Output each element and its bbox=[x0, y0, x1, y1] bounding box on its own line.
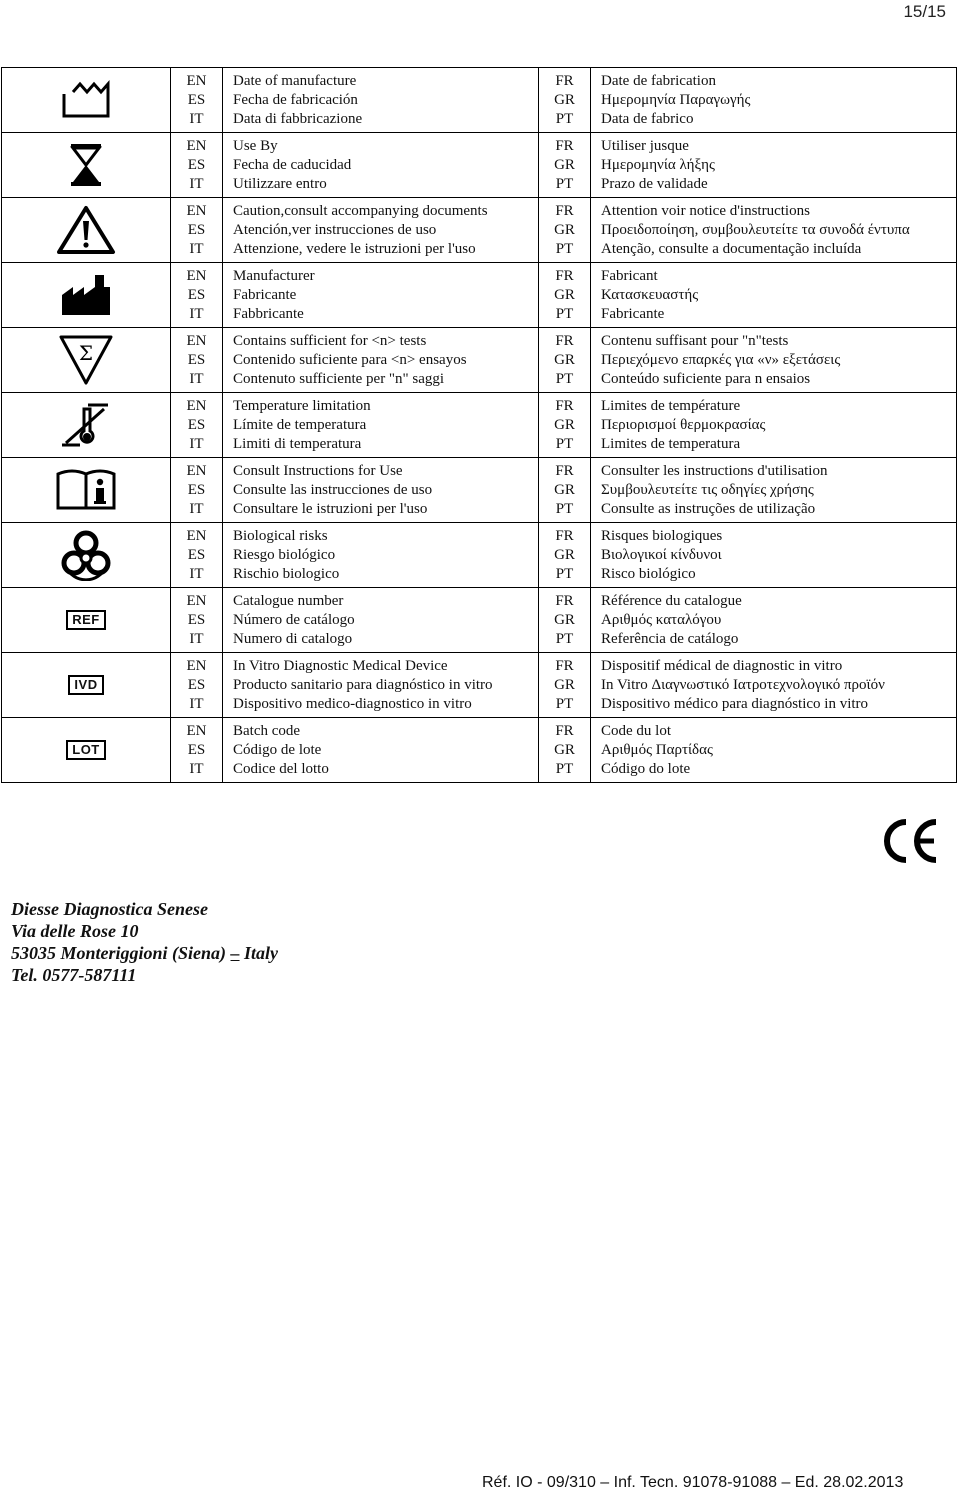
translation-text: Fecha de fabricación bbox=[233, 92, 358, 108]
language-code: IT bbox=[189, 761, 204, 777]
language-code: ES bbox=[187, 482, 206, 498]
language-code: EN bbox=[186, 398, 207, 414]
translation-text: Code du lot bbox=[601, 723, 671, 739]
language-code: PT bbox=[555, 696, 574, 712]
table-row bbox=[2, 263, 957, 328]
language-code: FR bbox=[555, 398, 574, 414]
language-code: ES bbox=[187, 547, 206, 563]
consult-instructions-book-icon bbox=[2, 458, 170, 522]
language-code: ES bbox=[187, 742, 206, 758]
language-code: PT bbox=[555, 631, 574, 647]
language-codes-left bbox=[171, 718, 223, 783]
translation-text: Temperature limitation bbox=[233, 398, 371, 414]
translation-text: Catalogue number bbox=[233, 593, 344, 609]
language-code: GR bbox=[554, 482, 575, 498]
table-row bbox=[2, 393, 957, 458]
language-codes-right bbox=[539, 263, 591, 328]
translations-left bbox=[223, 458, 539, 523]
translation-text: Consult Instructions for Use bbox=[233, 463, 403, 479]
footer-reference: Réf. IO - 09/310 – Inf. Tecn. 91078-91088 – Ed. 28.02.2013 bbox=[482, 1474, 904, 1491]
language-code: IT bbox=[189, 501, 204, 517]
table-row bbox=[2, 523, 957, 588]
translation-text: Data di fabbricazione bbox=[233, 111, 363, 127]
symbol-cell bbox=[2, 328, 171, 393]
biohazard-icon bbox=[2, 523, 170, 587]
language-code: ES bbox=[187, 352, 206, 368]
language-codes-right bbox=[539, 718, 591, 783]
table-row bbox=[2, 198, 957, 263]
translations-right bbox=[591, 263, 957, 328]
translation-text: Fabricant bbox=[601, 268, 658, 284]
language-code: PT bbox=[555, 306, 574, 322]
language-code: FR bbox=[555, 333, 574, 349]
language-codes-left bbox=[171, 133, 223, 198]
translations-right bbox=[591, 718, 957, 783]
language-codes-left bbox=[171, 458, 223, 523]
language-code: GR bbox=[554, 417, 575, 433]
sigma-sufficient-icon bbox=[2, 328, 170, 392]
language-code: EN bbox=[186, 463, 207, 479]
language-code: ES bbox=[187, 222, 206, 238]
language-code: PT bbox=[555, 501, 574, 517]
language-codes-right bbox=[539, 588, 591, 653]
language-code: PT bbox=[555, 111, 574, 127]
language-code: EN bbox=[186, 658, 207, 674]
caution-triangle-icon bbox=[2, 198, 170, 262]
language-code: PT bbox=[555, 761, 574, 777]
translation-text: Συμβουλευτείτε τις οδηγίες χρήσης bbox=[601, 482, 814, 498]
table-row bbox=[2, 328, 957, 393]
language-code: ES bbox=[187, 417, 206, 433]
translations-left bbox=[223, 263, 539, 328]
language-codes-right bbox=[539, 523, 591, 588]
translation-text: Ημερομηνία Παραγωγής bbox=[601, 92, 751, 108]
translation-text: Limiti di temperatura bbox=[233, 436, 362, 452]
translations-right bbox=[591, 198, 957, 263]
language-codes-right bbox=[539, 328, 591, 393]
translation-text: Περιορισμοί θερμοκρασίας bbox=[601, 417, 766, 433]
page-number: 15/15 bbox=[903, 2, 946, 21]
translation-text: Référence du catalogue bbox=[601, 593, 742, 609]
language-code: FR bbox=[555, 138, 574, 154]
language-code: PT bbox=[555, 371, 574, 387]
translation-text: Dispositif médical de diagnostic in vitro bbox=[601, 658, 843, 674]
symbol-cell bbox=[2, 393, 171, 458]
language-code: FR bbox=[555, 73, 574, 89]
symbol-cell bbox=[2, 523, 171, 588]
language-code: FR bbox=[555, 268, 574, 284]
translation-text: Biological risks bbox=[233, 528, 328, 544]
translation-text: Utiliser jusque bbox=[601, 138, 689, 154]
language-code: GR bbox=[554, 222, 575, 238]
translations-left bbox=[223, 133, 539, 198]
translation-text: Βιολογικοί κίνδυνοι bbox=[601, 547, 722, 563]
translations-right bbox=[591, 458, 957, 523]
language-codes-left bbox=[171, 328, 223, 393]
translation-text: Prazo de validade bbox=[601, 176, 708, 192]
translation-text: Dispositivo medico-diagnostico in vitro bbox=[233, 696, 472, 712]
city-line: 53035 Monteriggioni (Siena) – Italy bbox=[11, 943, 279, 963]
translations-left bbox=[223, 198, 539, 263]
translation-text: Conteúdo suficiente para n ensaios bbox=[601, 371, 811, 387]
translation-text: Data de fabrico bbox=[601, 111, 694, 127]
translations-left bbox=[223, 393, 539, 458]
translation-text: Attenzione, vedere le istruzioni per l'uso bbox=[233, 241, 476, 257]
translations-left bbox=[223, 718, 539, 783]
translation-text: Referência de catálogo bbox=[601, 631, 739, 647]
language-codes-left bbox=[171, 68, 223, 133]
translation-text: Προειδοποίηση, συμβουλευτείτε τα συνοδά έντυπα bbox=[601, 222, 910, 238]
language-code: FR bbox=[555, 723, 574, 739]
language-code: IT bbox=[189, 176, 204, 192]
translations-right bbox=[591, 523, 957, 588]
translations-left bbox=[223, 588, 539, 653]
translation-text: Numero di catalogo bbox=[233, 631, 353, 647]
translations-right bbox=[591, 588, 957, 653]
symbol-cell bbox=[2, 653, 171, 718]
symbol-cell bbox=[2, 588, 171, 653]
symbol-label: REF bbox=[66, 610, 106, 630]
language-codes-right bbox=[539, 68, 591, 133]
language-codes-left bbox=[171, 263, 223, 328]
symbols-table bbox=[1, 67, 957, 783]
language-code: FR bbox=[555, 658, 574, 674]
symbol-cell bbox=[2, 458, 171, 523]
translation-text: Fabricante bbox=[601, 306, 665, 322]
street-address: Via delle Rose 10 bbox=[11, 921, 139, 941]
translations-left bbox=[223, 523, 539, 588]
language-codes-right bbox=[539, 133, 591, 198]
symbol-cell bbox=[2, 718, 171, 783]
language-code: EN bbox=[186, 723, 207, 739]
language-code: FR bbox=[555, 463, 574, 479]
ref-label-icon bbox=[2, 588, 170, 652]
language-codes-left bbox=[171, 653, 223, 718]
table-row bbox=[2, 133, 957, 198]
symbol-label: IVD bbox=[68, 675, 103, 695]
language-code: EN bbox=[186, 203, 207, 219]
language-code: IT bbox=[189, 436, 204, 452]
language-code: IT bbox=[189, 566, 204, 582]
translation-text: Atenção, consulte a documentação incluída bbox=[601, 241, 862, 257]
translation-text: Ημερομηνία λήξης bbox=[601, 157, 715, 173]
translation-text: Codice del lotto bbox=[233, 761, 329, 777]
language-code: IT bbox=[189, 241, 204, 257]
translation-text: Αριθμός Παρτίδας bbox=[601, 742, 713, 758]
language-code: FR bbox=[555, 203, 574, 219]
language-code: FR bbox=[555, 528, 574, 544]
language-code: PT bbox=[555, 566, 574, 582]
translation-text: Fecha de caducidad bbox=[233, 157, 352, 173]
language-code: IT bbox=[189, 631, 204, 647]
symbol-cell bbox=[2, 68, 171, 133]
translation-text: Limites de température bbox=[601, 398, 741, 414]
translation-text: Atención,ver instrucciones de uso bbox=[233, 222, 437, 238]
language-codes-left bbox=[171, 588, 223, 653]
language-code: GR bbox=[554, 287, 575, 303]
translation-text: Attention voir notice d'instructions bbox=[601, 203, 810, 219]
language-code: EN bbox=[186, 333, 207, 349]
ce-mark-icon bbox=[880, 818, 940, 864]
language-code: GR bbox=[554, 92, 575, 108]
ivd-label-icon bbox=[2, 653, 170, 717]
company-name: Diesse Diagnostica Senese bbox=[11, 899, 208, 919]
language-code: IT bbox=[189, 111, 204, 127]
language-code: ES bbox=[187, 157, 206, 173]
translations-right bbox=[591, 393, 957, 458]
language-code: PT bbox=[555, 436, 574, 452]
manufacturer-factory-icon bbox=[2, 263, 170, 327]
translations-right bbox=[591, 653, 957, 718]
translations-right bbox=[591, 133, 957, 198]
symbol-cell bbox=[2, 133, 171, 198]
language-code: GR bbox=[554, 612, 575, 628]
language-codes-right bbox=[539, 653, 591, 718]
language-code: EN bbox=[186, 593, 207, 609]
language-codes-right bbox=[539, 198, 591, 263]
table-row bbox=[2, 68, 957, 133]
phone-number: Tel. 0577-587111 bbox=[11, 965, 137, 985]
language-code: FR bbox=[555, 593, 574, 609]
language-code: EN bbox=[186, 268, 207, 284]
language-codes-left bbox=[171, 523, 223, 588]
translation-text: Código do lote bbox=[601, 761, 691, 777]
translation-text: Contains sufficient for <n> tests bbox=[233, 333, 427, 349]
lot-label-icon bbox=[2, 718, 170, 782]
hourglass-icon bbox=[2, 133, 170, 197]
translation-text: Date of manufacture bbox=[233, 73, 357, 89]
translation-text: Utilizzare entro bbox=[233, 176, 327, 192]
svg-text:Σ: Σ bbox=[78, 341, 94, 365]
temperature-limit-icon bbox=[2, 393, 170, 457]
language-code: ES bbox=[187, 612, 206, 628]
translation-text: Riesgo biológico bbox=[233, 547, 336, 563]
translations-right bbox=[591, 328, 957, 393]
language-code: IT bbox=[189, 696, 204, 712]
language-codes-left bbox=[171, 198, 223, 263]
symbol-cell bbox=[2, 198, 171, 263]
language-code: PT bbox=[555, 241, 574, 257]
language-code: GR bbox=[554, 547, 575, 563]
translation-text: Consulter les instructions d'utilisation bbox=[601, 463, 828, 479]
language-code: GR bbox=[554, 157, 575, 173]
table-row bbox=[2, 458, 957, 523]
translation-text: Código de lote bbox=[233, 742, 322, 758]
translation-text: Número de catálogo bbox=[233, 612, 355, 628]
language-code: GR bbox=[554, 742, 575, 758]
translation-text: Consultare le istruzioni per l'uso bbox=[233, 501, 428, 517]
translation-text: Contenuto sufficiente per "n" saggi bbox=[233, 371, 445, 387]
table-row bbox=[2, 718, 957, 783]
symbol-cell bbox=[2, 263, 171, 328]
language-codes-right bbox=[539, 393, 591, 458]
language-code: EN bbox=[186, 138, 207, 154]
translations-left bbox=[223, 328, 539, 393]
translation-text: In Vitro Diagnostic Medical Device bbox=[233, 658, 448, 674]
translation-text: Producto sanitario para diagnóstico in vitro bbox=[233, 677, 493, 693]
table-row bbox=[2, 653, 957, 718]
language-code: ES bbox=[187, 677, 206, 693]
translation-text: Limites de temperatura bbox=[601, 436, 741, 452]
translation-text: Κατασκευαστής bbox=[601, 287, 699, 303]
translation-text: Fabbricante bbox=[233, 306, 304, 322]
translation-text: Dispositivo médico para diagnóstico in vitro bbox=[601, 696, 869, 712]
translations-right bbox=[591, 68, 957, 133]
translation-text: Consulte las instrucciones de uso bbox=[233, 482, 433, 498]
translation-text: Límite de temperatura bbox=[233, 417, 367, 433]
translation-text: Rischio biologico bbox=[233, 566, 340, 582]
language-code: EN bbox=[186, 73, 207, 89]
translation-text: Περιεχόμενο επαρκές για «ν» εξετάσεις bbox=[601, 352, 841, 368]
language-code: ES bbox=[187, 287, 206, 303]
translation-text: Risco biológico bbox=[601, 566, 696, 582]
address-block bbox=[11, 898, 278, 986]
language-codes-left bbox=[171, 393, 223, 458]
language-code: IT bbox=[189, 371, 204, 387]
translation-text: Caution,consult accompanying documents bbox=[233, 203, 488, 219]
translation-text: Contenido suficiente para <n> ensayos bbox=[233, 352, 467, 368]
language-code: GR bbox=[554, 352, 575, 368]
translation-text: Date de fabrication bbox=[601, 73, 716, 89]
language-code: GR bbox=[554, 677, 575, 693]
translation-text: Risques biologiques bbox=[601, 528, 723, 544]
translation-text: Αριθμός καταλόγου bbox=[601, 612, 722, 628]
translation-text: Manufacturer bbox=[233, 268, 315, 284]
translations-left bbox=[223, 653, 539, 718]
symbol-label: LOT bbox=[66, 740, 106, 760]
language-code: ES bbox=[187, 92, 206, 108]
translation-text: Fabricante bbox=[233, 287, 297, 303]
translation-text: In Vitro Διαγνωστικό Ιατροτεχνολογικό προϊόν bbox=[601, 677, 885, 693]
date-of-manufacture-icon bbox=[2, 68, 170, 132]
translation-text: Batch code bbox=[233, 723, 301, 739]
translation-text: Contenu suffisant pour "n"tests bbox=[601, 333, 789, 349]
table-row bbox=[2, 588, 957, 653]
translation-text: Consulte as instruções de utilização bbox=[601, 501, 816, 517]
translations-left bbox=[223, 68, 539, 133]
language-code: IT bbox=[189, 306, 204, 322]
translation-text: Use By bbox=[233, 138, 278, 154]
language-code: PT bbox=[555, 176, 574, 192]
language-code: EN bbox=[186, 528, 207, 544]
language-codes-right bbox=[539, 458, 591, 523]
